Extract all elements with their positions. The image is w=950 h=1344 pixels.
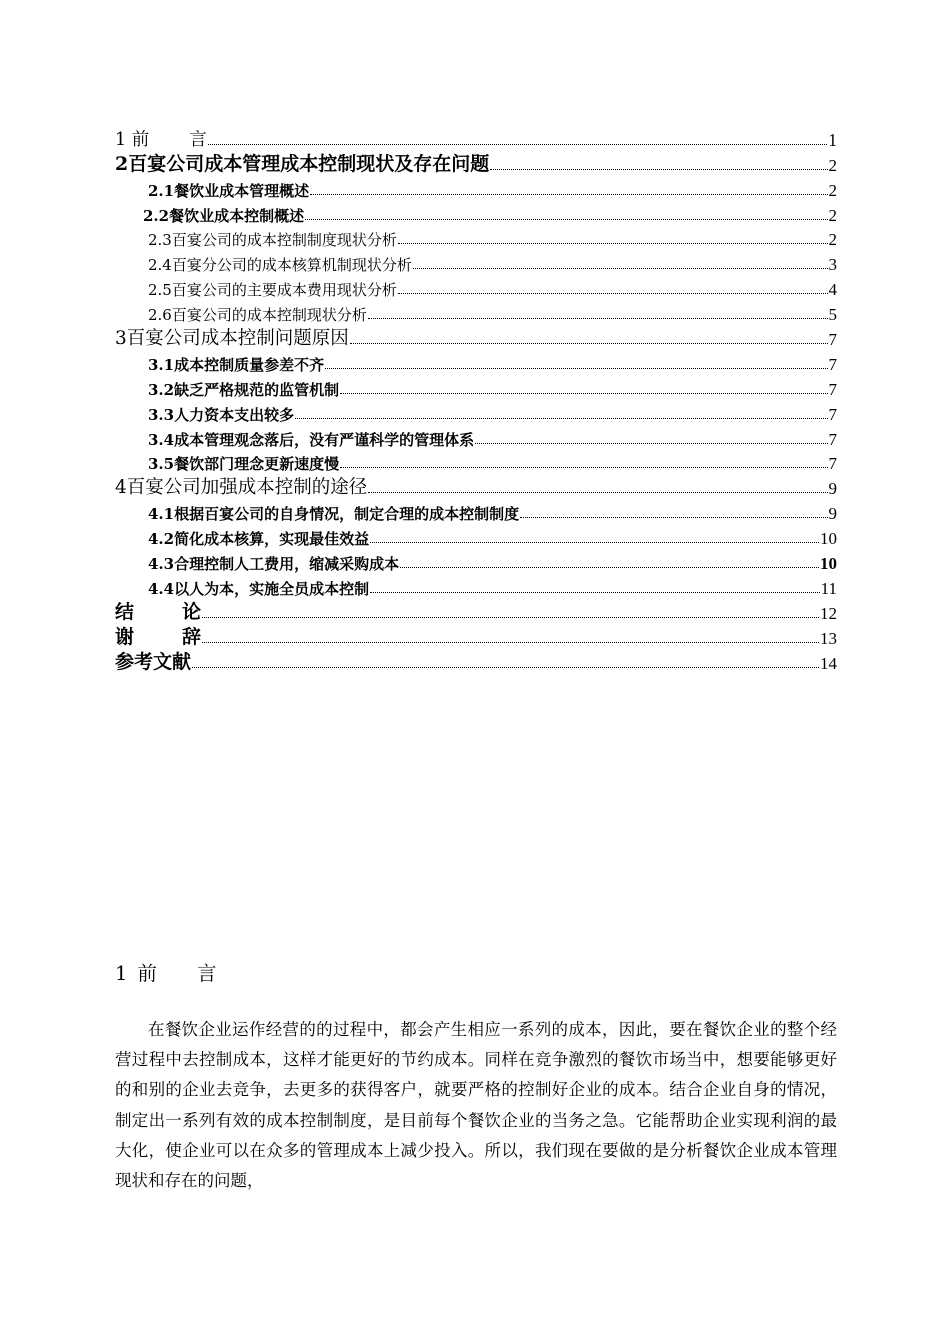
toc-leader bbox=[192, 667, 819, 668]
toc-entry-2-6[interactable]: 2.6百宴公司的成本控制现状分析 5 bbox=[148, 305, 837, 325]
section-heading: 1 前 言 bbox=[115, 962, 217, 985]
toc-page-number: 9 bbox=[828, 504, 837, 524]
toc-leader bbox=[370, 592, 820, 593]
toc-leader bbox=[475, 443, 827, 444]
toc-entry-4-3[interactable]: 4.3合理控制人工费用，缩减采购成本 10 bbox=[148, 554, 837, 574]
toc-page-number: 7 bbox=[828, 404, 837, 424]
toc-entry-3-4[interactable]: 3.4成本管理观念落后，没有严谨科学的管理体系 7 bbox=[148, 429, 837, 449]
toc-page-number: 9 bbox=[828, 479, 837, 499]
toc-page-number: 3 bbox=[828, 255, 837, 275]
toc-entry-2-1[interactable]: 2.1餐饮业成本管理概述 2 bbox=[148, 180, 837, 200]
toc-leader bbox=[370, 542, 819, 543]
toc-leader bbox=[202, 617, 819, 618]
toc-entry-4-4[interactable]: 4.4以人为本，实施全员成本控制 11 bbox=[148, 578, 837, 598]
toc-leader bbox=[490, 169, 827, 170]
toc-entry-acknowledgements[interactable]: 谢 辞 13 bbox=[115, 625, 837, 648]
toc-leader bbox=[325, 368, 827, 369]
toc-leader bbox=[202, 642, 819, 643]
toc-page-number: 14 bbox=[820, 653, 837, 673]
toc-page-number: 11 bbox=[820, 578, 837, 598]
toc-entry-4[interactable]: 4百宴公司加强成本控制的途径 9 bbox=[115, 477, 837, 499]
toc-entry-2-5[interactable]: 2.5百宴公司的主要成本费用现状分析 4 bbox=[148, 280, 837, 300]
toc-leader bbox=[295, 418, 827, 419]
toc-leader bbox=[310, 194, 827, 195]
toc-page-number: 2 bbox=[828, 230, 837, 250]
toc-entry-3-2[interactable]: 3.2缺乏严格规范的监管机制 7 bbox=[148, 379, 837, 399]
toc-entry-2-3[interactable]: 2.3百宴公司的成本控制制度现状分析 2 bbox=[148, 230, 837, 250]
toc-leader bbox=[368, 492, 827, 493]
toc-leader bbox=[305, 219, 827, 220]
section-paragraph: 在餐饮企业运作经营的的过程中，都会产生相应一系列的成本，因此，要在餐饮企业的整个经营过程中去控制成本，这样才能更好的节约成本。同样在竞争激烈的餐饮市场当中，想要能够更好的和别的企业去竞争，去更多的获得客户，就要严格的控制好企业的成本。结合企业自身的情况，制定出一系列有效的成本控制制度，是目前每个餐饮企业的当务之急。它能帮助企业实现利润的最大化，使企业可以在众多的管理成本上减少投入。所以，我们现在要做的是分析餐饮企业成本管理现状和存在的问题， bbox=[115, 1020, 837, 1191]
toc-page-number: 5 bbox=[828, 305, 837, 325]
table-of-contents bbox=[115, 126, 837, 674]
toc-page-number: 12 bbox=[820, 603, 837, 623]
toc-page-number: 4 bbox=[828, 280, 837, 300]
toc-leader bbox=[350, 343, 828, 344]
toc-page-number: 10 bbox=[820, 554, 837, 574]
toc-leader bbox=[520, 517, 827, 518]
toc-leader bbox=[400, 567, 819, 568]
toc-leader bbox=[398, 243, 828, 244]
toc-entry-conclusion[interactable]: 结 论 12 bbox=[115, 600, 837, 623]
toc-page-number: 2 bbox=[828, 205, 837, 225]
toc-entry-references[interactable]: 参考文献 14 bbox=[115, 650, 837, 673]
toc-page-number: 2 bbox=[828, 180, 837, 200]
toc-page-number: 7 bbox=[828, 429, 837, 449]
toc-entry-3-3[interactable]: 3.3人力资本支出较多 7 bbox=[148, 404, 837, 424]
toc-page-number: 2 bbox=[828, 155, 837, 175]
toc-entry-4-2[interactable]: 4.2简化成本核算，实现最佳效益 10 bbox=[148, 529, 837, 549]
toc-entry-1[interactable]: 1 前 言 1 bbox=[115, 129, 837, 150]
toc-page-number: 7 bbox=[828, 354, 837, 374]
toc-leader bbox=[368, 318, 828, 319]
toc-page-number: 7 bbox=[828, 454, 837, 474]
toc-leader bbox=[208, 144, 828, 145]
toc-page-number: 7 bbox=[828, 379, 837, 399]
toc-entry-3-1[interactable]: 3.1成本控制质量参差不齐 7 bbox=[148, 354, 837, 374]
toc-page-number: 1 bbox=[828, 129, 837, 150]
toc-entry-3-5[interactable]: 3.5餐饮部门理念更新速度慢 7 bbox=[148, 454, 837, 474]
toc-leader bbox=[340, 393, 827, 394]
toc-entry-4-1[interactable]: 4.1根据百宴公司的自身情况，制定合理的成本控制制度 9 bbox=[148, 504, 837, 524]
toc-page-number: 13 bbox=[820, 628, 837, 648]
toc-entry-2-2[interactable]: 2.2餐饮业成本控制概述 2 bbox=[143, 205, 837, 225]
toc-entry-3[interactable]: 3百宴公司成本控制问题原因 7 bbox=[115, 328, 837, 350]
toc-leader bbox=[413, 268, 828, 269]
toc-entry-2-4[interactable]: 2.4百宴分公司的成本核算机制现状分析 3 bbox=[148, 255, 837, 275]
toc-page-number: 7 bbox=[828, 330, 837, 350]
toc-leader bbox=[340, 467, 827, 468]
toc-leader bbox=[398, 293, 828, 294]
toc-page-number: 10 bbox=[820, 529, 837, 549]
toc-entry-2[interactable]: 2百宴公司成本管理成本控制现状及存在问题 2 bbox=[115, 152, 837, 175]
